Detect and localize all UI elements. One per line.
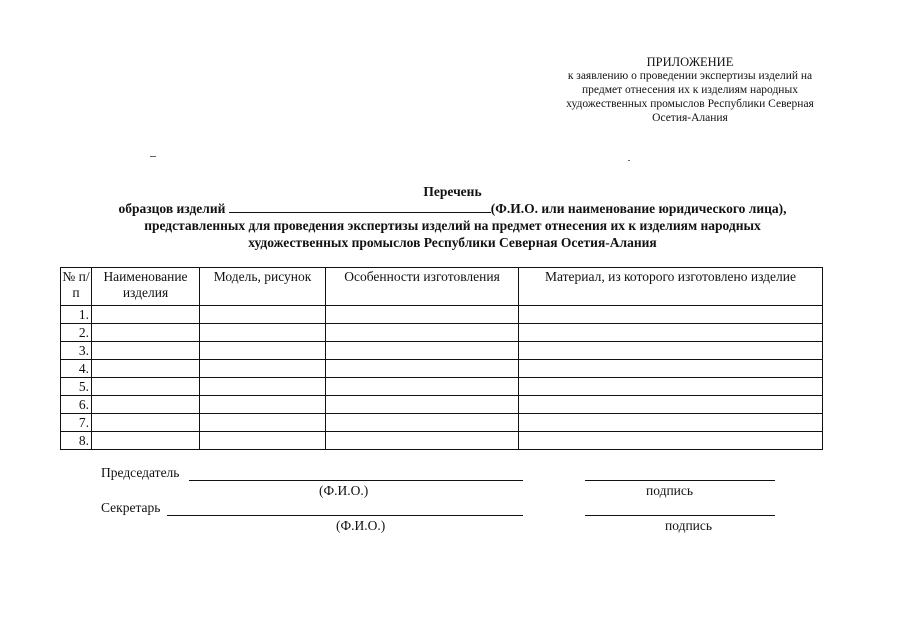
features-cell[interactable] <box>326 306 519 324</box>
item-name-cell[interactable] <box>92 396 200 414</box>
model-cell[interactable] <box>200 396 326 414</box>
secretary-signature-line[interactable] <box>585 515 775 516</box>
material-cell[interactable] <box>519 414 823 432</box>
table-row <box>61 342 823 360</box>
item-name-cell[interactable] <box>92 306 200 324</box>
material-cell[interactable] <box>519 324 823 342</box>
table-row <box>61 324 823 342</box>
appendix-block <box>540 55 840 125</box>
samples-table <box>60 267 823 450</box>
chairman-name-line[interactable] <box>189 480 523 481</box>
row-number-cell: 6. <box>61 396 92 414</box>
title-line-4: художественных промыслов Республики Северная Осетия-Алания <box>248 235 657 250</box>
table-row <box>61 432 823 450</box>
appendix-line: Осетия-Алания <box>652 112 728 124</box>
features-cell[interactable] <box>326 432 519 450</box>
row-number-cell: 1. <box>61 306 92 324</box>
secretary-name-caption: (Ф.И.О.) <box>336 518 386 533</box>
features-cell[interactable] <box>326 324 519 342</box>
material-cell[interactable] <box>519 360 823 378</box>
item-name-cell[interactable] <box>92 414 200 432</box>
row-number-cell: 2. <box>61 324 92 342</box>
model-cell[interactable] <box>200 378 326 396</box>
title-line-1: Перечень <box>423 184 482 199</box>
features-cell[interactable] <box>326 378 519 396</box>
features-cell[interactable] <box>326 396 519 414</box>
features-cell[interactable] <box>326 342 519 360</box>
item-name-cell[interactable] <box>92 342 200 360</box>
header-material: Материал, из которого изготовлено изделие <box>519 268 823 306</box>
item-name-cell[interactable] <box>92 378 200 396</box>
table-header-row <box>61 268 823 306</box>
document-title <box>60 183 845 251</box>
item-name-cell[interactable] <box>92 432 200 450</box>
secretary-name-line[interactable] <box>167 515 523 516</box>
model-cell[interactable] <box>200 414 326 432</box>
material-cell[interactable] <box>519 432 823 450</box>
title-line-3: представленных для проведения экспертизы изделий на предмет отнесения их к изделиям народных <box>144 218 761 233</box>
title-line-2-suffix: (Ф.И.О. или наименование юридического лица), <box>490 201 787 216</box>
table-row <box>61 306 823 324</box>
material-cell[interactable] <box>519 396 823 414</box>
chairman-signature-line[interactable] <box>585 480 775 481</box>
chairman-name-caption: (Ф.И.О.) <box>319 483 369 498</box>
material-cell[interactable] <box>519 306 823 324</box>
model-cell[interactable] <box>200 324 326 342</box>
chairman-sign-caption: подпись <box>646 483 694 498</box>
appendix-heading: ПРИЛОЖЕНИЕ <box>646 55 734 69</box>
table-row <box>61 378 823 396</box>
appendix-line: художественных промыслов Республики Северная <box>566 98 814 110</box>
model-cell[interactable] <box>200 432 326 450</box>
features-cell[interactable] <box>326 360 519 378</box>
table-row <box>61 360 823 378</box>
item-name-cell[interactable] <box>92 360 200 378</box>
header-number: № п/п <box>61 268 92 306</box>
scan-speck <box>150 156 156 157</box>
material-cell[interactable] <box>519 378 823 396</box>
row-number-cell: 3. <box>61 342 92 360</box>
model-cell[interactable] <box>200 360 326 378</box>
title-line-2 <box>60 200 845 217</box>
applicant-blank-field[interactable] <box>229 200 491 213</box>
title-line-2-prefix: образцов изделий <box>118 201 226 216</box>
header-features: Особенности изготовления <box>326 268 519 306</box>
model-cell[interactable] <box>200 306 326 324</box>
secretary-sign-caption: подпись <box>665 518 713 533</box>
row-number-cell: 8. <box>61 432 92 450</box>
row-number-cell: 4. <box>61 360 92 378</box>
table-row <box>61 396 823 414</box>
row-number-cell: 7. <box>61 414 92 432</box>
appendix-line: предмет отнесения их к изделиям народных <box>582 84 798 96</box>
secretary-label: Секретарь <box>101 500 161 515</box>
chairman-label: Председатель <box>101 465 180 480</box>
model-cell[interactable] <box>200 342 326 360</box>
scan-speck <box>628 160 630 161</box>
header-model: Модель, рисунок <box>200 268 326 306</box>
features-cell[interactable] <box>326 414 519 432</box>
table-row <box>61 414 823 432</box>
item-name-cell[interactable] <box>92 324 200 342</box>
row-number-cell: 5. <box>61 378 92 396</box>
appendix-line: к заявлению о проведении экспертизы изделий на <box>567 70 813 82</box>
material-cell[interactable] <box>519 342 823 360</box>
header-item-name: Наименование изделия <box>92 268 200 306</box>
